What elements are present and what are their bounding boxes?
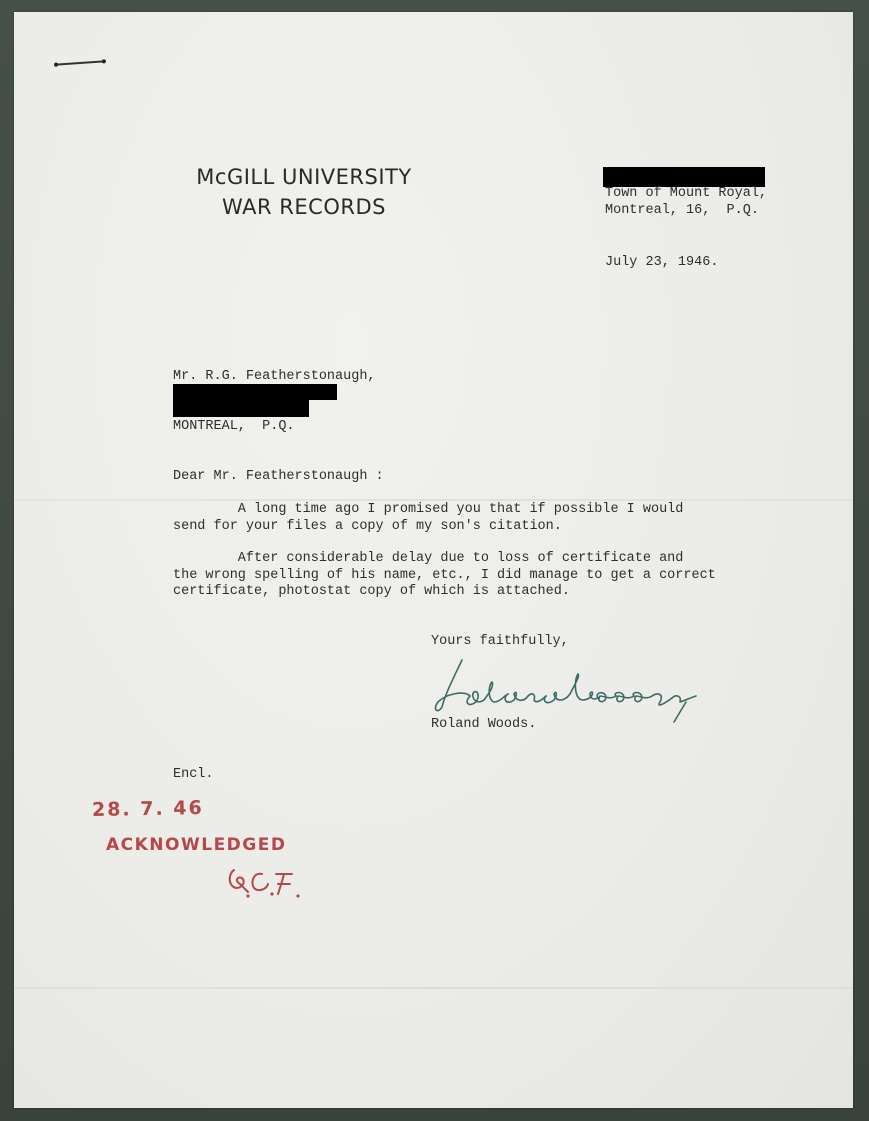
letter-date: July 23, 1946.	[605, 255, 719, 270]
sender-address-line-1: Town of Mount Royal,	[605, 186, 768, 201]
recipient-city: MONTREAL, P.Q.	[173, 419, 295, 434]
letter-page	[14, 12, 853, 1108]
salutation: Dear Mr. Featherstonaugh :	[173, 469, 384, 484]
body-line: the wrong spelling of his name, etc., I did manage to get a correct	[173, 567, 716, 583]
handwritten-signature	[424, 652, 724, 727]
body-line: After considerable delay due to loss of certificate and	[173, 551, 684, 566]
signer-name: Roland Woods.	[431, 717, 537, 732]
body-line: send for your files a copy of my son's citation.	[173, 518, 562, 534]
sender-address-line-2: Montreal, 16, P.Q.	[605, 202, 759, 218]
staple-mark	[56, 60, 104, 65]
handwritten-initials	[226, 862, 306, 902]
body-line: A long time ago I promised you that if possible I would	[173, 502, 684, 517]
letterhead-stamp	[174, 162, 434, 222]
redacted-recipient-address-2	[173, 400, 309, 417]
handwritten-date: 28. 7. 46	[91, 797, 204, 821]
letterhead-line-2: WAR RECORDS	[222, 195, 386, 219]
letterhead-line-1: McGILL UNIVERSITY	[196, 165, 412, 189]
paper-fold	[14, 499, 853, 501]
enclosure-note: Encl.	[173, 767, 214, 782]
closing: Yours faithfully,	[431, 634, 569, 649]
handwritten-acknowledged: ACKNOWLEDGED	[106, 835, 287, 855]
redacted-recipient-address-1	[173, 384, 337, 400]
paper-fold	[14, 987, 853, 989]
body-paragraph-2	[173, 551, 716, 601]
sender-address	[605, 186, 767, 219]
body-paragraph-1	[173, 502, 683, 535]
redacted-sender-street	[603, 167, 765, 187]
body-line: certificate, photostat copy of which is attached.	[173, 584, 570, 599]
recipient-name: Mr. R.G. Featherstonaugh,	[173, 369, 376, 384]
